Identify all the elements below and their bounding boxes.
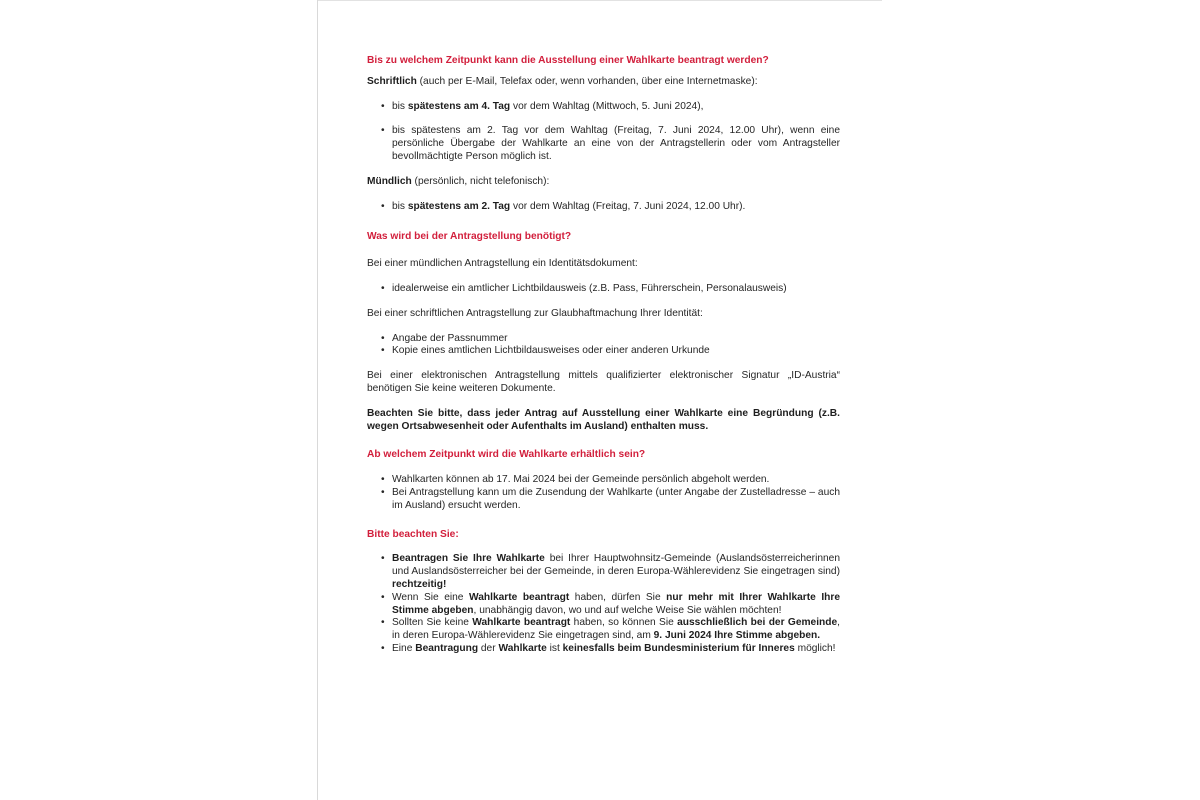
emphasis: keinesfalls beim Bundesministerium für Inneres [562, 642, 795, 654]
text-span: vor dem Wahltag (Mittwoch, 5. Juni 2024), [510, 100, 704, 112]
oral-intro [367, 176, 840, 189]
scan-edge-left [317, 0, 318, 800]
reason-notice [367, 408, 840, 434]
emphasis: Wahlkarte beantragt [472, 617, 571, 629]
text-span: Eine [392, 642, 416, 654]
written-rest: (auch per E-Mail, Telefax oder, wenn vorhanden, über eine Internetmaske): [416, 75, 758, 87]
emphasis: 9. Juni 2024 Ihre Stimme abgeben. [653, 630, 821, 642]
list-item [392, 101, 840, 114]
list-item: • Bei Antragstellung kann um die Zusendung der Wahlkarte (unter Angabe der Zustelladresse – auch im Ausland) ersucht werden. [392, 487, 840, 513]
heading-availability: Ab welchem Zeitpunkt wird die Wahlkarte erhältlich sein? [367, 449, 646, 461]
text-span: , in deren Europa-Wählerevidenz Sie eingetragen sind, am [392, 617, 840, 642]
text-span: Sollten Sie keine [392, 617, 473, 629]
text-span: Wenn Sie eine [392, 591, 469, 603]
text-span: möglich! [794, 642, 836, 654]
scan-edge-top [318, 0, 882, 1]
emphasis: Beantragung [415, 642, 479, 654]
list-item: • idealerweise ein amtlicher Lichtbildausweis (z.B. Pass, Führerschein, Personalausweis) [392, 283, 840, 296]
text-span: haben, so können Sie [570, 617, 678, 629]
written-requirement-intro: Bei einer schriftlichen Antragstellung zur Glaubhaftmachung Ihrer Identität: [367, 307, 703, 319]
written-deadline-list [367, 101, 840, 164]
heading-deadline: Bis zu welchem Zeitpunkt kann die Ausstellung einer Wahlkarte beantragt werden? [367, 55, 769, 66]
list-item: • Wahlkarten können ab 17. Mai 2024 bei der Gemeinde persönlich abgeholt werden. [392, 474, 840, 487]
oral-deadline-list [367, 201, 840, 214]
text-span: , unabhängig davon, wo und auf welche Weise Sie wählen möchten! [473, 604, 782, 616]
notes-list [367, 553, 840, 655]
list-item: • Angabe der Passnummer [392, 333, 840, 346]
notice-text: Beachten Sie bitte, dass jeder Antrag auf Ausstellung einer Wahlkarte eine Begründung (z.B. wegen Ortsabwesenheit oder Aufenthalts im Ausland) enthalten muss. [367, 407, 840, 432]
text-span: haben, dürfen Sie [569, 591, 667, 603]
written-label: Schriftlich [367, 75, 417, 87]
oral-label: Mündlich [367, 175, 412, 187]
heading-requirements: Was wird bei der Antragstellung benötigt? [367, 231, 572, 243]
written-intro [367, 76, 840, 89]
text-span: bei Ihrer Hauptwohnsitz-Gemeinde (Auslandsösterreicherinnen und Auslandsösterreicher bei der Gemeinde, in deren Europa-Wählerevidenz Sie eingetragen sind) [392, 553, 840, 578]
oral-rest: (persönlich, nicht telefonisch): [411, 175, 550, 187]
written-requirement-list [367, 333, 840, 359]
section-requirements [367, 231, 840, 433]
section-notes [367, 529, 840, 656]
oral-requirement-intro: Bei einer mündlichen Antragstellung ein Identitätsdokument: [367, 258, 638, 270]
section-availability [367, 449, 840, 512]
list-item [392, 201, 840, 214]
section-deadline [367, 55, 840, 213]
list-item [392, 553, 840, 591]
emphasis: Beantragen Sie Ihre Wahlkarte [392, 553, 545, 565]
emphasis: rechtzeitig! [392, 578, 447, 590]
list-item [392, 592, 840, 618]
emphasis: spätestens am 2. Tag [407, 200, 511, 212]
heading-notes: Bitte beachten Sie: [367, 528, 459, 540]
oral-requirement-list [367, 283, 840, 296]
text-span: der [478, 642, 499, 654]
emphasis: Wahlkarte beantragt [469, 591, 570, 603]
text-span: bis [392, 100, 408, 112]
list-item [392, 643, 840, 656]
emphasis: ausschließlich bei der Gemeinde [677, 617, 838, 629]
emphasis: spätestens am 4. Tag [407, 100, 511, 112]
document-page [367, 51, 840, 656]
list-item: • Kopie eines amtlichen Lichtbildausweises oder einer anderen Urkunde [392, 345, 840, 358]
electronic-note: Bei einer elektronischen Antragstellung mittels qualifizierter elektronischer Signatur „ID-Austria“ benötigen Sie keine weiteren Dokumente. [367, 370, 840, 394]
list-item [392, 617, 840, 643]
text-span: bis [392, 200, 408, 212]
emphasis: Wahlkarte [498, 642, 547, 654]
text-span: ist [546, 642, 563, 654]
emphasis: nur mehr mit Ihrer Wahlkarte Ihre Stimme abgeben [392, 591, 841, 616]
availability-list [367, 474, 840, 512]
list-item: • bis spätestens am 2. Tag vor dem Wahltag (Freitag, 7. Juni 2024, 12.00 Uhr), wenn eine persönliche Übergabe der Wahlkarte an eine von der Antragstellerin oder vom Antragsteller bevollmächtigte Person möglich ist. [392, 125, 840, 163]
text-span: vor dem Wahltag (Freitag, 7. Juni 2024, 12.00 Uhr). [510, 200, 746, 212]
